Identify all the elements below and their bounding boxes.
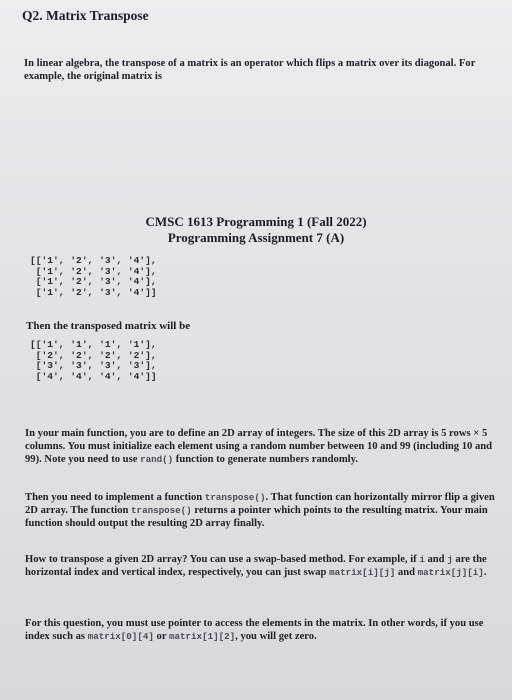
- inline-code: transpose(): [204, 492, 266, 503]
- intro-paragraph: In linear algebra, the transpose of a matrix is an operator which flips a matrix over its diagonal. For example, the original matrix is: [24, 58, 476, 82]
- course-header-line1: CMSC 1613 Programming 1 (Fall 2022): [145, 214, 367, 229]
- matrix-row: [['1', '1', '1', '1'],: [30, 339, 157, 350]
- inline-code: i: [419, 554, 425, 565]
- matrix-row: ['1', '2', '3', '4'],: [30, 276, 157, 287]
- inline-code: matrix[i][j]: [329, 567, 396, 578]
- matrix-row: ['1', '2', '3', '4'],: [30, 265, 157, 277]
- matrix-row: ['4', '4', '4', '4']]: [30, 370, 157, 382]
- transposed-intro-text: Then the transposed matrix will be: [26, 320, 191, 332]
- inline-code: rand(): [140, 454, 174, 465]
- transposed-matrix: [30, 340, 157, 382]
- transpose-function-paragraph: Then you need to implement a function transpose(). That function can horizontally mirror flip a given 2D array. The function transpose() returns a pointer which points to the resulting matrix. Your main function should output the resulting 2D array finally.: [25, 492, 495, 529]
- matrix-row: ['3', '3', '3', '3'],: [30, 360, 157, 371]
- inline-code: matrix[1][2]: [168, 631, 236, 642]
- main-function-paragraph: In your main function, you are to define an 2D array of integers. The size of this 2D array is 5 rows × 5 columns. You must initialize each element using a random number between 10 and 99 (including 10 and 99). Note you need to use rand() function to generate numbers randomly.: [25, 428, 493, 465]
- original-matrix: [30, 256, 157, 298]
- pointer-requirement-paragraph: For this question, you must use pointer to access the elements in the matrix. In other words, if you use index such as matrix[0][4] or matrix[1][2], you will get zero.: [25, 618, 484, 642]
- question-title: Q2. Matrix Transpose: [22, 8, 149, 23]
- inline-code: matrix[j][i]: [417, 567, 484, 578]
- matrix-row: ['2', '2', '2', '2'],: [30, 349, 157, 361]
- matrix-row: ['1', '2', '3', '4']]: [30, 286, 157, 298]
- inline-code: matrix[0][4]: [87, 631, 154, 642]
- swap-method-paragraph: How to transpose a given 2D array? You can use a swap-based method. For example, if i and j are the horizontal index and vertical index, respectively, you can just swap matrix[i][j] and matrix[j][i].: [25, 554, 487, 578]
- course-header-line2: Programming Assignment 7 (A): [167, 230, 345, 245]
- inline-code: j: [447, 554, 453, 565]
- matrix-row: [['1', '2', '3', '4'],: [30, 255, 157, 266]
- inline-code: transpose(): [131, 505, 192, 516]
